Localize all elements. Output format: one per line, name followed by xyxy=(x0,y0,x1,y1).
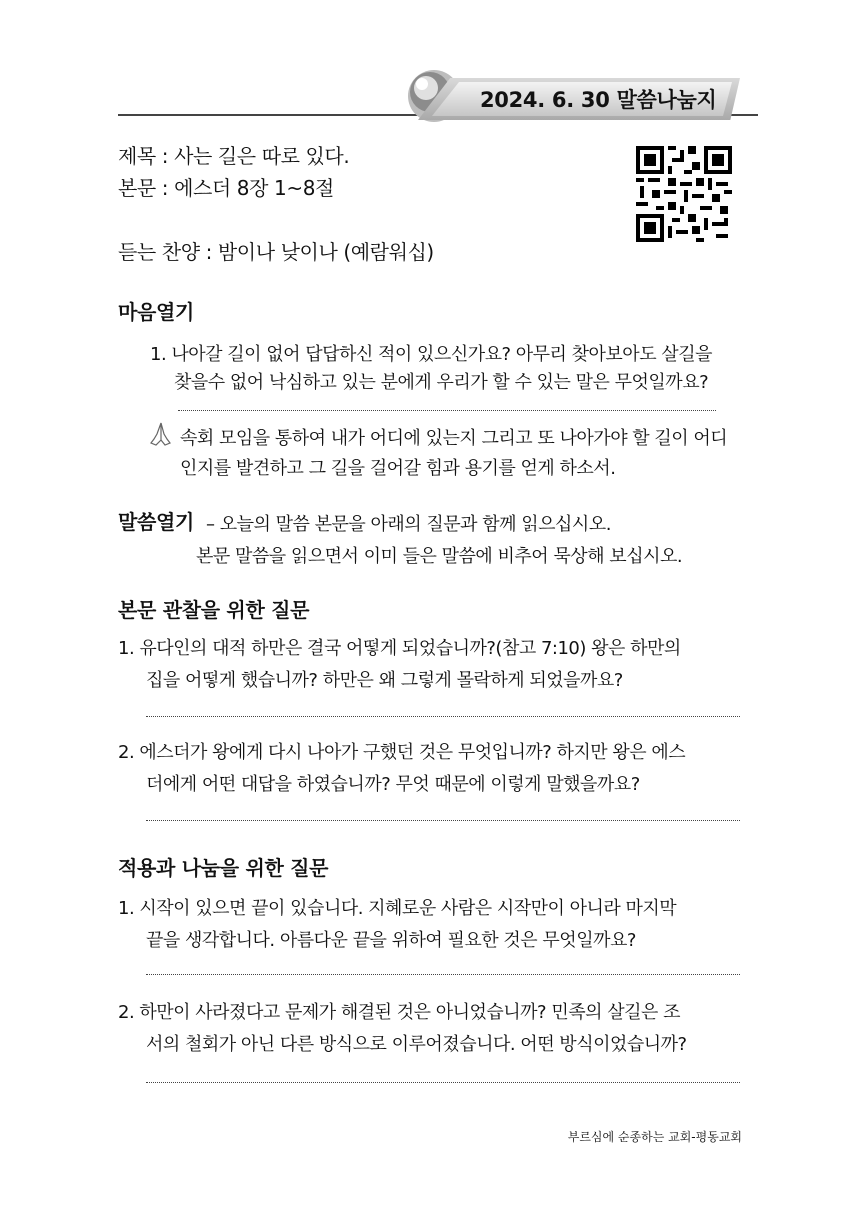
section-title-open-word: 말씀열기 xyxy=(118,510,195,534)
observation-question-line: 1. 유다인의 대적 하만은 결국 어떻게 되었습니까?(참고 7:10) 왕은 하만의 xyxy=(118,638,681,659)
answer-line[interactable] xyxy=(146,1082,740,1083)
application-question-line: 1. 시작이 있으면 끝이 있습니다. 지혜로운 사람은 시작만이 아니라 마지막 xyxy=(118,898,677,919)
prayer-line: 속회 모임을 통하여 내가 어디에 있는지 그리고 또 나아가야 할 길이 어디 xyxy=(180,428,728,449)
observation-question-line: 집을 어떻게 했습니까? 하만은 왜 그렇게 몰락하게 되었을까요? xyxy=(146,670,623,691)
answer-line[interactable] xyxy=(146,716,740,717)
answer-line[interactable] xyxy=(146,974,740,975)
application-question-line: 끝을 생각합니다. 아름다운 끝을 위하여 필요한 것은 무엇일까요? xyxy=(146,930,636,951)
prayer-line: 인지를 발견하고 그 길을 걸어갈 힘과 용기를 얻게 하소서. xyxy=(180,458,616,479)
open-word-instruction: – 오늘의 말씀 본문을 아래의 질문과 함께 읽으십시오. xyxy=(206,514,611,535)
hymn-info: 듣는 찬양 : 밤이나 낮이나 (예람워십) xyxy=(118,240,434,264)
page-title: 2024. 6. 30 말씀나눔지 xyxy=(480,88,717,112)
application-question-line: 2. 하만이 사라졌다고 문제가 해결된 것은 아니었습니까? 민족의 살길은 조 xyxy=(118,1002,680,1023)
observation-question-line: 더에게 어떤 대답을 하였습니까? 무엇 때문에 이렇게 말했을까요? xyxy=(146,774,640,795)
footer-church-name: 부르심에 순종하는 교회-평동교회 xyxy=(567,1130,742,1144)
answer-line[interactable] xyxy=(178,410,716,411)
sermon-title: 제목 : 사는 길은 따로 있다. xyxy=(118,144,350,168)
qr-code-icon[interactable] xyxy=(636,146,732,242)
section-title-application: 적용과 나눔을 위한 질문 xyxy=(118,856,329,880)
open-word-instruction: 본문 말씀을 읽으면서 이미 들은 말씀에 비추어 묵상해 보십시오. xyxy=(196,546,683,567)
observation-question-line: 2. 에스더가 왕에게 다시 나아가 구했던 것은 무엇입니까? 하지만 왕은 에스 xyxy=(118,742,686,763)
praying-hands-icon xyxy=(148,420,174,448)
answer-line[interactable] xyxy=(146,820,740,821)
section-title-observation: 본문 관찰을 위한 질문 xyxy=(118,598,310,622)
open-heart-question-line: 찾을수 없어 낙심하고 있는 분에게 우리가 할 수 있는 말은 무엇일까요? xyxy=(174,372,709,393)
open-heart-question-line: 1. 나아갈 길이 없어 답답하신 적이 있으신가요? 아무리 찾아보아도 살길을 xyxy=(150,344,712,365)
section-title-open-heart: 마음열기 xyxy=(118,300,195,324)
scripture-reference: 본문 : 에스더 8장 1~8절 xyxy=(118,176,334,200)
application-question-line: 서의 철회가 아닌 다른 방식으로 이루어졌습니다. 어떤 방식이었습니까? xyxy=(146,1034,687,1055)
